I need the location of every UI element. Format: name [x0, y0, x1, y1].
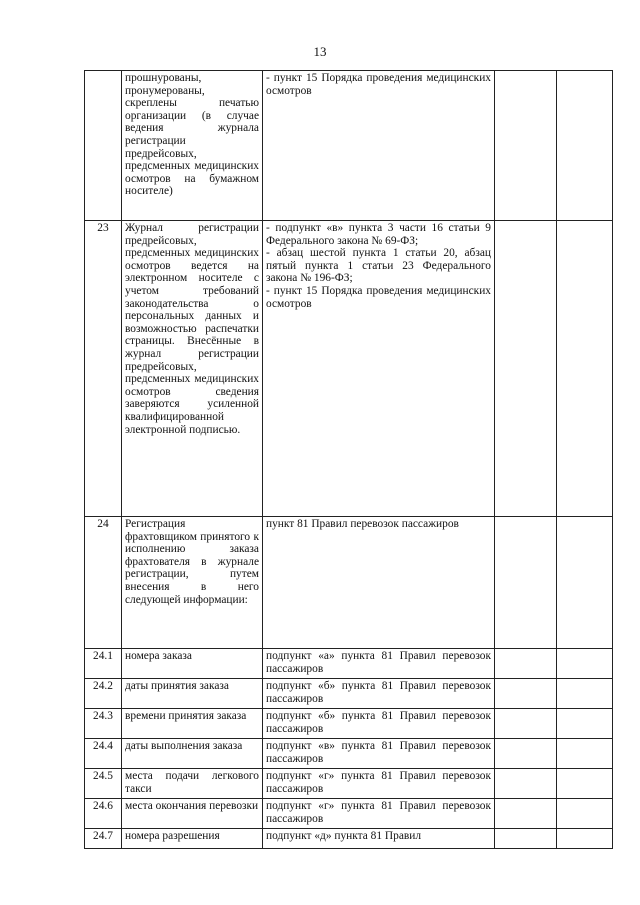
empty-cell: [557, 679, 613, 709]
page-number: 13: [313, 44, 327, 59]
reference-line: - подпункт «в» пункта 3 части 16 статьи 9 Федерального закона № 69-ФЗ;: [266, 222, 491, 247]
table-row: [85, 71, 613, 221]
reference-line: подпункт «а» пункта 81 Правил перевозок пассажиров: [266, 650, 491, 675]
row-number: 24: [85, 517, 122, 649]
empty-cell: [495, 221, 557, 517]
table-row: [85, 709, 613, 739]
empty-cell: [557, 649, 613, 679]
reference-line: подпункт «г» пункта 81 Правил перевозок пассажиров: [266, 800, 491, 825]
requirement-cell: места подачи легкового такси: [122, 769, 263, 799]
reference-cell: [263, 679, 495, 709]
reference-cell: [263, 829, 495, 849]
row-number: 24.3: [85, 709, 122, 739]
empty-cell: [495, 769, 557, 799]
requirement-cell: места окончания перевозки: [122, 799, 263, 829]
requirement-cell: прошнурованы, пронумерованы, скреплены печатью организации (в случае ведения журнала регистрации предрейсовых, предсменных медицинских осмотров на бумажном носителе): [122, 71, 263, 221]
table-row: [85, 799, 613, 829]
row-number: 24.7: [85, 829, 122, 849]
row-number: 24.5: [85, 769, 122, 799]
requirement-cell: Регистрация фрахтовщиком принятого к исполнению заказа фрахтователя в журнале регистрации, путем внесения в него следующей информации:: [122, 517, 263, 649]
empty-cell: [557, 71, 613, 221]
reference-line: подпункт «в» пункта 81 Правил перевозок пассажиров: [266, 740, 491, 765]
empty-cell: [495, 649, 557, 679]
row-number: 24.2: [85, 679, 122, 709]
table-row: [85, 829, 613, 849]
reference-cell: [263, 221, 495, 517]
row-number: 24.6: [85, 799, 122, 829]
reference-line: - абзац шестой пункта 1 статьи 20, абзац пятый пункта 1 статьи 23 Федерального закона № 196-ФЗ;: [266, 247, 491, 285]
reference-line: пункт 81 Правил перевозок пассажиров: [266, 518, 459, 530]
empty-cell: [495, 71, 557, 221]
table-row: [85, 679, 613, 709]
empty-cell: [557, 799, 613, 829]
empty-cell: [495, 517, 557, 649]
reference-line: - пункт 15 Порядка проведения медицинских осмотров: [266, 284, 491, 310]
reference-cell: [263, 649, 495, 679]
table-row: [85, 221, 613, 517]
reference-cell: [263, 517, 495, 649]
requirement-cell: номера разрешения: [122, 829, 263, 849]
empty-cell: [557, 769, 613, 799]
empty-cell: [495, 739, 557, 769]
row-number: 23: [85, 221, 122, 517]
table-row: [85, 739, 613, 769]
empty-cell: [557, 517, 613, 649]
requirements-table: [84, 70, 613, 849]
table-row: [85, 517, 613, 649]
reference-cell: [263, 709, 495, 739]
reference-cell: [263, 799, 495, 829]
requirement-cell: номера заказа: [122, 649, 263, 679]
reference-cell: [263, 769, 495, 799]
requirement-cell: Журнал регистрации предрейсовых, предсменных медицинских осмотров ведется на электронном носителе с учетом требований законодательства о персональных данных и возможностью распечатки страницы. Внесённые в журнал регистрации предрейсовых, предсменных медицинских осмотров сведения заверяются усиленной квалифицированной электронной подписью.: [122, 221, 263, 517]
empty-cell: [495, 799, 557, 829]
table-row: [85, 649, 613, 679]
requirement-cell: даты выполнения заказа: [122, 739, 263, 769]
empty-cell: [557, 829, 613, 849]
row-number: 24.1: [85, 649, 122, 679]
requirement-cell: даты принятия заказа: [122, 679, 263, 709]
empty-cell: [557, 739, 613, 769]
empty-cell: [495, 709, 557, 739]
empty-cell: [495, 829, 557, 849]
row-number: [85, 71, 122, 221]
reference-line: подпункт «д» пункта 81 Правил: [266, 830, 422, 842]
reference-line: подпункт «б» пункта 81 Правил перевозок пассажиров: [266, 680, 491, 705]
reference-line: подпункт «б» пункта 81 Правил перевозок пассажиров: [266, 710, 491, 735]
reference-line: подпункт «г» пункта 81 Правил перевозок пассажиров: [266, 770, 491, 795]
reference-line: - пункт 15 Порядка проведения медицинских осмотров: [266, 72, 491, 97]
row-number: 24.4: [85, 739, 122, 769]
empty-cell: [557, 709, 613, 739]
empty-cell: [557, 221, 613, 517]
table-row: [85, 769, 613, 799]
requirement-cell: времени принятия заказа: [122, 709, 263, 739]
reference-cell: [263, 71, 495, 221]
empty-cell: [495, 679, 557, 709]
reference-cell: [263, 739, 495, 769]
